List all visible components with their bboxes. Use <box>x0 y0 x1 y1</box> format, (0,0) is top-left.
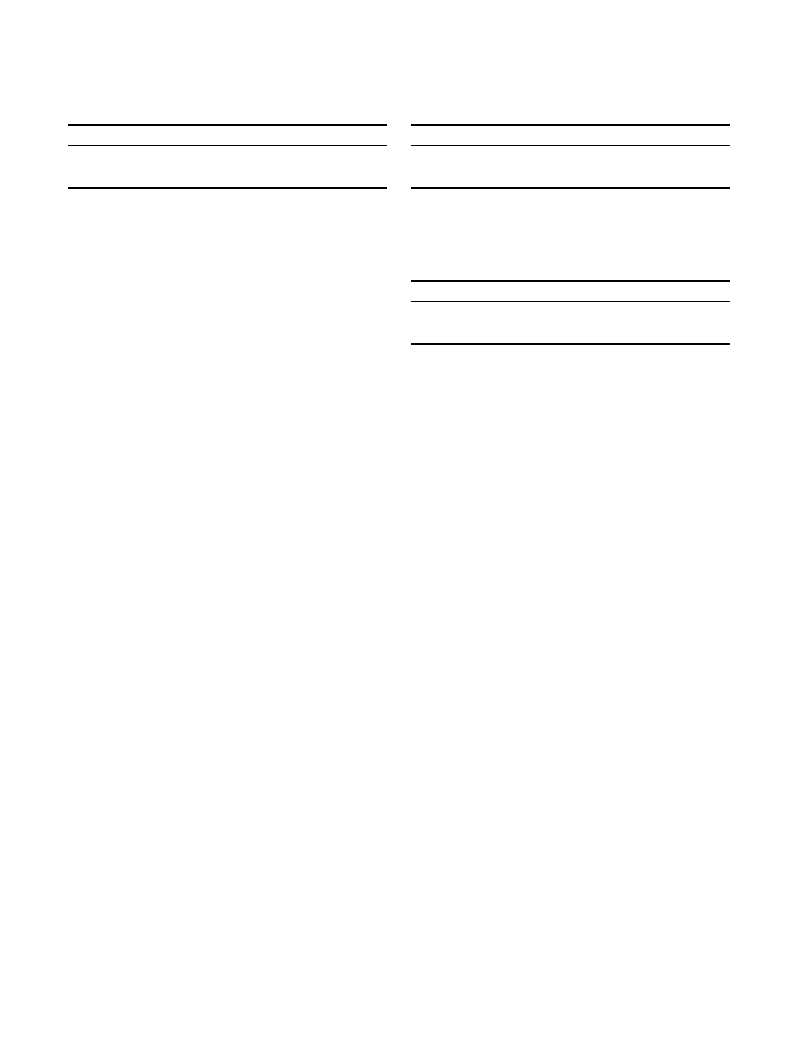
table-header-rule <box>411 145 730 146</box>
table-top-rule <box>411 280 730 282</box>
table-top-rule <box>68 124 387 126</box>
table-right-upper <box>411 124 730 190</box>
table-right-lower <box>411 280 730 346</box>
table-header-rule <box>411 301 730 302</box>
table-bottom-rule <box>411 187 730 189</box>
table-top-rule <box>411 124 730 126</box>
table-left <box>68 124 387 190</box>
table-bottom-rule <box>411 343 730 345</box>
table-bottom-rule <box>68 187 387 189</box>
table-header-rule <box>68 145 387 146</box>
